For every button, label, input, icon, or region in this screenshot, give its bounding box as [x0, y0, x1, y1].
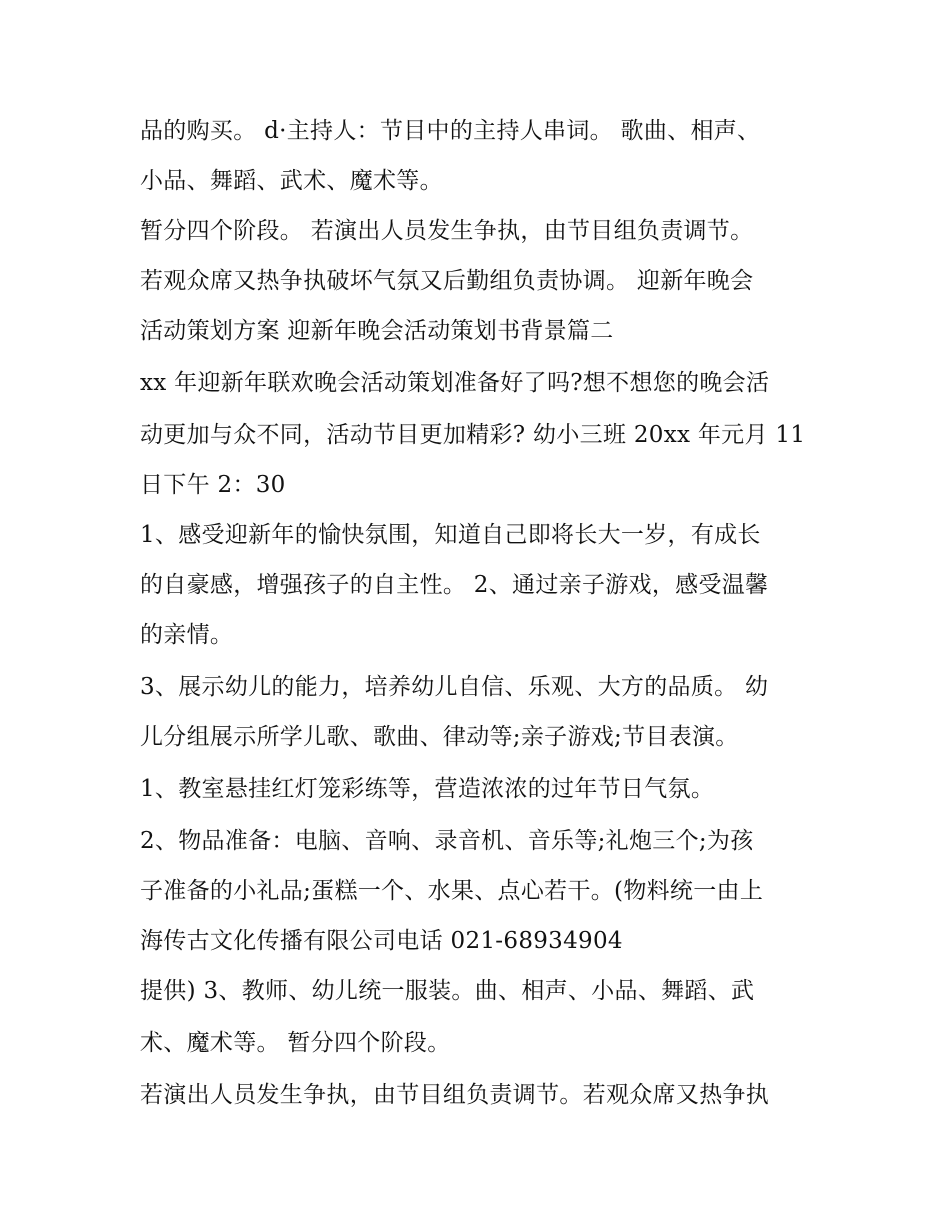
text-line: 若演出人员发生争执，由节目组负责调节。若观众席又热争执: [140, 1082, 770, 1108]
text-line: 品的购买。 d·主持人：节目中的主持人串词。 歌曲、相声、: [140, 118, 761, 144]
text-line: 1、教室悬挂红灯笼彩练等，营造浓浓的过年节日气氛。: [140, 776, 715, 802]
text-line: 动更加与众不同，活动节目更加精彩? 幼小三班 20xx 年元月 11: [140, 422, 806, 448]
text-line: 的自豪感，增强孩子的自主性。 2、通过亲子游戏，感受温馨: [140, 572, 769, 598]
text-line: 提供) 3、教师、幼儿统一服装。曲、相声、小品、舞蹈、武: [140, 978, 755, 1004]
text-line: 儿分组展示所学儿歌、歌曲、律动等;亲子游戏;节目表演。: [140, 724, 739, 750]
text-line: 术、魔术等。 暂分四个阶段。: [140, 1030, 451, 1056]
text-line: 子准备的小礼品;蛋糕一个、水果、点心若干。(物料统一由上: [140, 878, 764, 904]
text-line: 暂分四个阶段。 若演出人员发生争执，由节目组负责调节。: [140, 218, 754, 244]
text-line: 1、感受迎新年的愉快氛围，知道自己即将长大一岁，有成长: [140, 522, 761, 548]
text-line: 活动策划方案 迎新年晚会活动策划书背景篇二: [140, 318, 614, 344]
text-line: xx 年迎新年联欢晚会活动策划准备好了吗?想不想您的晚会活: [140, 370, 770, 396]
text-line: 日下午 2：30: [140, 472, 286, 498]
text-line: 若观众席又热争执破坏气氛又后勤组负责协调。 迎新年晚会: [140, 268, 754, 294]
text-line: 的亲情。: [140, 622, 234, 648]
text-line: 3、展示幼儿的能力，培养幼儿自信、乐观、大方的品质。 幼: [140, 674, 769, 700]
text-line: 海传古文化传播有限公司电话 021-68934904: [140, 928, 623, 954]
text-line: 2、物品准备：电脑、音响、录音机、音乐等;礼炮三个;为孩: [140, 828, 754, 854]
text-line: 小品、舞蹈、武术、魔术等。: [140, 168, 443, 194]
